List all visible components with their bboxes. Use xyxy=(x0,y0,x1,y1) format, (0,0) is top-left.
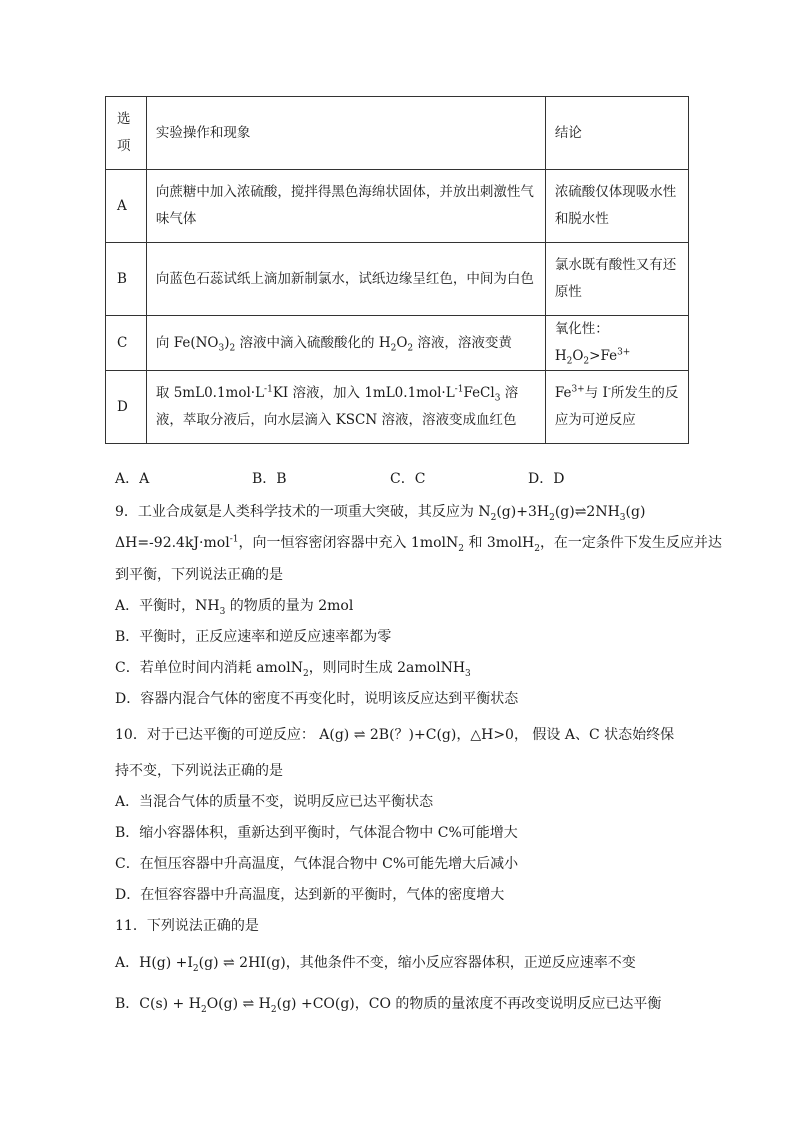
q8-choice-b: B．B xyxy=(252,471,287,487)
q11-option-b: B．$C(s) + H_2O(g)$ ⇌ $H_2(g) +CO(g)$，CO 的物质的量浓度不再改变说明反应已达平衡 xyxy=(115,996,662,1015)
row-conclusion: 浓硫酸仅体现吸水性和脱水性 xyxy=(545,170,688,243)
q10-stem-line1: 10．对于已达平衡的可逆反应： A(g) ⇌ 2B(？)+C(g)，△H>0， 假设 A、C 状态始终保 xyxy=(115,727,675,743)
row-operation: 向蓝色石蕊试纸上滴加新制氯水，试纸边缘呈红色，中间为白色 xyxy=(146,243,545,316)
row-conclusion: 氧化性：$H_2O_2>Fe^{3+}$ xyxy=(545,316,688,371)
table-row xyxy=(106,170,689,243)
q10-option-c: C．在恒压容器中升高温度，气体混合物中 C%可能先增大后减小 xyxy=(115,856,519,872)
q10-option-d: D．在恒容容器中升高温度，达到新的平衡时，气体的密度增大 xyxy=(115,887,505,903)
row-option: C xyxy=(106,316,147,371)
q9-stem-line3: 到平衡，下列说法正确的是 xyxy=(115,567,283,583)
q9-stem-line2: ΔH=-92.4kJ·mol$^{-1}$，向一恒容密闭容器中充入 1molN$_2$ 和 3molH$_2$，在一定条件下发生反应并达 xyxy=(115,534,722,554)
q10-option-a: A．当混合气体的质量不变，说明反应已达平衡状态 xyxy=(115,794,434,810)
q11-stem: 11．下列说法正确的是 xyxy=(115,918,259,934)
header-operation: 实验操作和现象 xyxy=(146,97,545,170)
row-option: B xyxy=(106,243,147,316)
q10-stem-line2: 持不变，下列说法正确的是 xyxy=(115,763,283,779)
table-row xyxy=(106,371,689,444)
q9-option-b: B．平衡时，正反应速率和逆反应速率都为零 xyxy=(115,629,392,645)
q9-stem-line1: 9．工业合成氨是人类科学技术的一项重大突破，其反应为 $N_2(g)+3H_2(g)\rightleftharpoons 2NH_3(g)$ xyxy=(115,504,646,523)
q10-option-b: B．缩小容器体积，重新达到平衡时，气体混合物中 C%可能增大 xyxy=(115,825,518,841)
row-conclusion: $Fe^{3+}$与 I-所发生的反应为可逆反应 xyxy=(545,371,688,444)
row-option: A xyxy=(106,170,147,243)
row-operation: 向 $Fe(NO_3)_2$ 溶液中滴入硫酸酸化的 $H_2O_2$ 溶液，溶液变黄 xyxy=(146,316,545,371)
row-operation: 向蔗糖中加入浓硫酸，搅拌得黑色海绵状固体，并放出刺激性气味气体 xyxy=(146,170,545,243)
q11-option-a: A．$H(g) +I_2(g)$ ⇌ 2HI(g)，其他条件不变，缩小反应容器体积，正逆反应速率不变 xyxy=(115,955,636,974)
table-row xyxy=(106,316,689,371)
table-row xyxy=(106,243,689,316)
q9-option-a: A．平衡时，$NH_3$ 的物质的量为 2mol xyxy=(115,598,354,617)
q8-choice-a: A．A xyxy=(115,471,150,487)
header-option: 选 项 xyxy=(106,97,147,170)
experiment-table xyxy=(105,96,689,444)
q9-option-d: D．容器内混合气体的密度不再变化时，说明该反应达到平衡状态 xyxy=(115,691,519,707)
q8-choice-d: D．D xyxy=(528,471,565,487)
row-option: D xyxy=(106,371,147,444)
row-operation: 取 $5mL0.1mol\cdot L^{-1}KI$ 溶液，加入 $1mL0.1mol\cdot L^{-1}FeCl_3$ 溶液，萃取分液后，向水层滴入 KSCN 溶液，溶液变成血红色 xyxy=(146,371,545,444)
q8-choice-c: C．C xyxy=(390,471,426,487)
q9-option-c: C．若单位时间内消耗 amolN$_2$，则同时生成 2amolNH$_3$ xyxy=(115,660,471,679)
row-conclusion: 氯水既有酸性又有还原性 xyxy=(545,243,688,316)
table-header-row xyxy=(106,97,689,170)
header-conclusion: 结论 xyxy=(545,97,688,170)
